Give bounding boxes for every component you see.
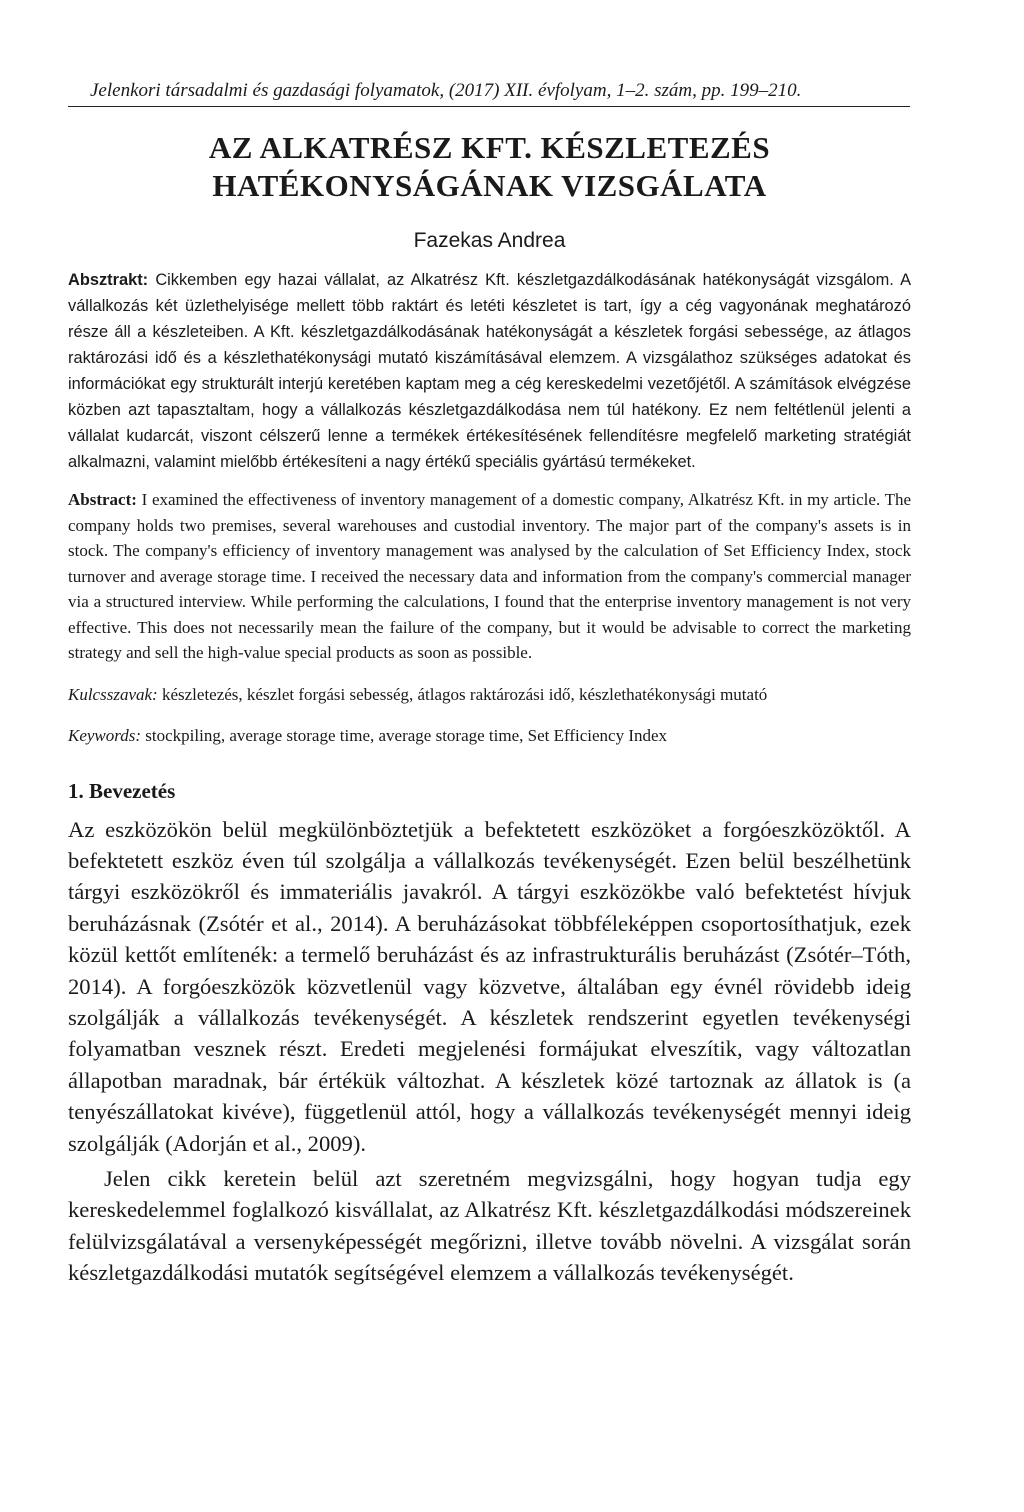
body-paragraph: Az eszközökön belül megkülönböztetjük a befektetett eszközöket a forgóeszközöktől. A befektetett eszköz éven túl szolgálja a vállalkozás tevékenységét. Ezen belül beszélhetünk tárgyi eszközökről és immateriális javakról. A tárgyi eszközökbe való befektetést hívjuk beruházásnak (Zsótér et al., 2014). A beruházásokat többféleképpen csoportosíthatjuk, ezek közül kettőt említenék: a termelő beruházást és az infrastrukturális beruházást (Zsótér–Tóth, 2014). A forgóeszközök közvetlenül vagy közvetve, általában egy évnél rövidebb ideig szolgálják a vállalkozás tevékenységét. A készletek rendszerint egyetlen tevékenységi folyamatban vesznek részt. Eredeti megjelenési formájukat elveszítik, vagy változatlan állapotban maradnak, bár értékük változhat. A készletek közé tartoznak az állatok is (a tenyészállatokat kivéve), függetlenül attól, hogy a vállalkozás tevékenységét mennyi ideig szolgálják (Adorján et al., 2009). [68,816,911,1156]
author-name: Fazekas Andrea [413,229,566,252]
journal-running-header: Jelenkori társadalmi és gazdasági folyamatok, (2017) XII. évfolyam, 1–2. szám, pp. 199–210. [68,78,910,107]
article-title [68,129,911,205]
keywords-english-text: stockpiling, average storage time, average storage time, Set Efficiency Index [145,725,668,745]
paper-page [68,78,911,1289]
article-title-line-2: HATÉKONYSÁGÁNAK VIZSGÁLATA [212,168,767,203]
abstract-english-text: I examined the effectiveness of inventory management of a domestic company, Alkatrész Kft. in my article. The company holds two premises, several warehouses and custodial inventory. The major part of the company's assets is in stock. The company's efficiency of inventory management was analysed by the calculation of Set Efficiency Index, stock turnover and average storage time. I received the necessary data and information from the company's commercial manager via a structured interview. While performing the calculations, I found that the enterprise inventory management is not very effective. This does not necessarily mean the failure of the company, but it would be advisable to correct the marketing strategy and sell the high-value special products as soon as possible. [68,490,911,662]
keywords-hungarian-text: készletezés, készlet forgási sebesség, átlagos raktározási idő, készlethatékonysági mutató [161,684,768,704]
keywords-hungarian [68,680,911,709]
keywords-english-label: Keywords: [68,725,142,745]
article-title-line-1: AZ ALKATRÉSZ KFT. KÉSZLETEZÉS [208,130,771,165]
abstract-hungarian-text: Cikkemben egy hazai vállalat, az Alkatrész Kft. készletgazdálkodásának hatékonyságát vizsgálom. A vállalkozás két üzlethelyisége mellett több raktárt és letéti készletet is tart, így a cég vagyonának meghatározó része áll a készleteiben. A Kft. készletgazdálkodásának hatékonyságát a készletek forgási sebessége, az átlagos raktározási idő és a készlethatékonysági mutató kiszámításával elemzem. A vizsgálathoz szükséges adatokat és információkat egy strukturált interjú keretében kaptam meg a cég kereskedelmi vezetőjétől. A számítások elvégzése közben azt tapasztaltam, hogy a vállalkozás készletgazdálkodása nem túl hatékony. Ez nem feltétlenül jelenti a vállalat kudarcát, viszont célszerű lenne a termékek értékesítésének fellendítésre megfelelő marketing stratégiát alkalmazni, valamint mielőbb értékesíteni a nagy értékű speciális gyártású termékeket. [68,271,911,471]
abstract-hungarian [68,267,911,475]
body-paragraph: Jelen cikk keretein belül azt szeretném megvizsgálni, hogy hogyan tudja egy kereskedelemmel foglalkozó kisvállalat, az Alkatrész Kft. készletgazdálkodási módszereinek felülvizsgálatával a versenyképességét megőrizni, illetve tovább növelni. A vizsgálat során készletgazdálkodási mutatók segítségével elemzem a vállalkozás tevékenységét. [68,1165,911,1286]
keywords-english [68,723,911,749]
abstract-english [68,487,911,666]
abstract-english-label: Abstract: [68,490,137,509]
abstract-hungarian-label: Absztrakt: [68,271,149,289]
section-heading-introduction: 1. Bevezetés [68,778,176,803]
keywords-hungarian-label: Kulcsszavak: [68,684,158,704]
